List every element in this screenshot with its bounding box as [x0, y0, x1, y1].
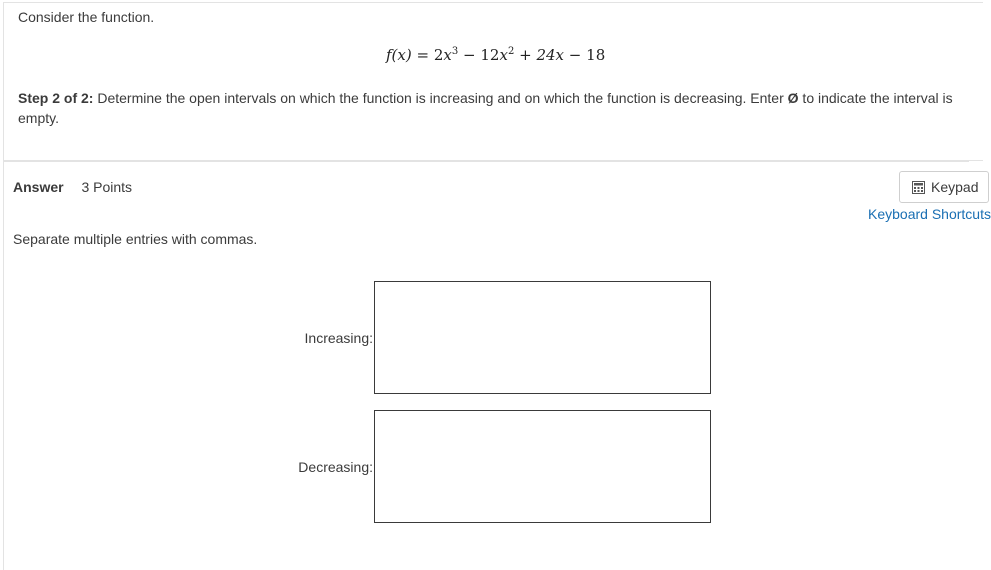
keyboard-shortcuts-link[interactable]: Keyboard Shortcuts: [868, 206, 991, 222]
points-label: 3 Points: [81, 179, 133, 195]
increasing-input[interactable]: [374, 281, 711, 394]
formula-var1: x: [443, 46, 452, 64]
formula-coef2: 12: [480, 46, 500, 64]
formula-equals: =: [416, 46, 430, 64]
step-label: Step 2 of 2:: [18, 90, 94, 106]
calculator-icon: [912, 174, 925, 204]
step-instructions: [18, 88, 953, 128]
answer-header: [13, 178, 132, 196]
formula-exp2: 2: [507, 46, 515, 57]
formula-lhs: f(x): [386, 46, 412, 64]
formula-op1: −: [463, 46, 476, 64]
separate-instruction: Separate multiple entries with commas.: [13, 231, 258, 247]
formula-term3: 24x: [536, 46, 565, 64]
left-rule: [3, 161, 4, 570]
keypad-label: Keypad: [931, 179, 979, 195]
question-intro: Consider the function.: [18, 9, 155, 25]
formula-var2: x: [499, 46, 508, 64]
empty-set-symbol: Ø: [787, 90, 799, 106]
step-text-end: to indicate the interval is empty.: [18, 90, 953, 126]
formula-op2: +: [519, 46, 532, 64]
function-formula: [386, 45, 605, 65]
decreasing-input[interactable]: [374, 410, 711, 523]
formula-op3: −: [568, 46, 582, 64]
formula-exp1: 3: [451, 46, 459, 57]
answer-label: Answer: [13, 179, 64, 195]
increasing-label: Increasing:: [304, 330, 373, 346]
step-text: Determine the open intervals on which the function is increasing and on which the function is decreasing. Enter: [93, 90, 788, 106]
formula-const: 18: [586, 46, 606, 64]
decreasing-label: Decreasing:: [298, 459, 373, 475]
section-divider: [3, 161, 969, 162]
formula-coef1: 2: [433, 46, 444, 64]
keypad-button[interactable]: [899, 171, 989, 203]
